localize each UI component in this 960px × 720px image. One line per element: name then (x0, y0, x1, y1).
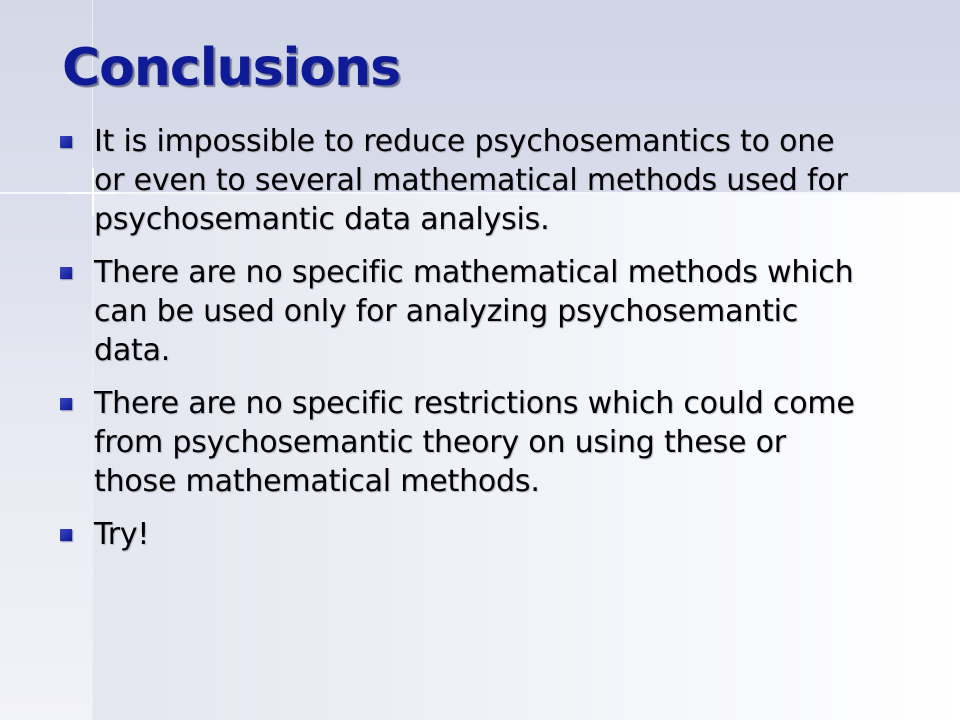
square-bullet-icon (60, 267, 72, 279)
slide-title: Conclusions (62, 38, 401, 98)
bullet-item (60, 253, 860, 370)
square-bullet-icon (60, 136, 72, 148)
bullet-list (60, 122, 860, 568)
bullet-text: There are no specific mathematical methods which can be used only for analyzing psychosemantic data. (94, 255, 854, 368)
bullet-item (60, 515, 860, 554)
bullet-item (60, 384, 860, 501)
square-bullet-icon (60, 398, 72, 410)
bullet-text: Try! (94, 517, 150, 552)
square-bullet-icon (60, 529, 72, 541)
bullet-item (60, 122, 860, 239)
bullet-text: There are no specific restrictions which could come from psychosemantic theory on using these or those mathematical methods. (94, 386, 855, 499)
bullet-text: It is impossible to reduce psychosemantics to one or even to several mathematical methods used for psychosemantic data analysis. (94, 124, 848, 237)
